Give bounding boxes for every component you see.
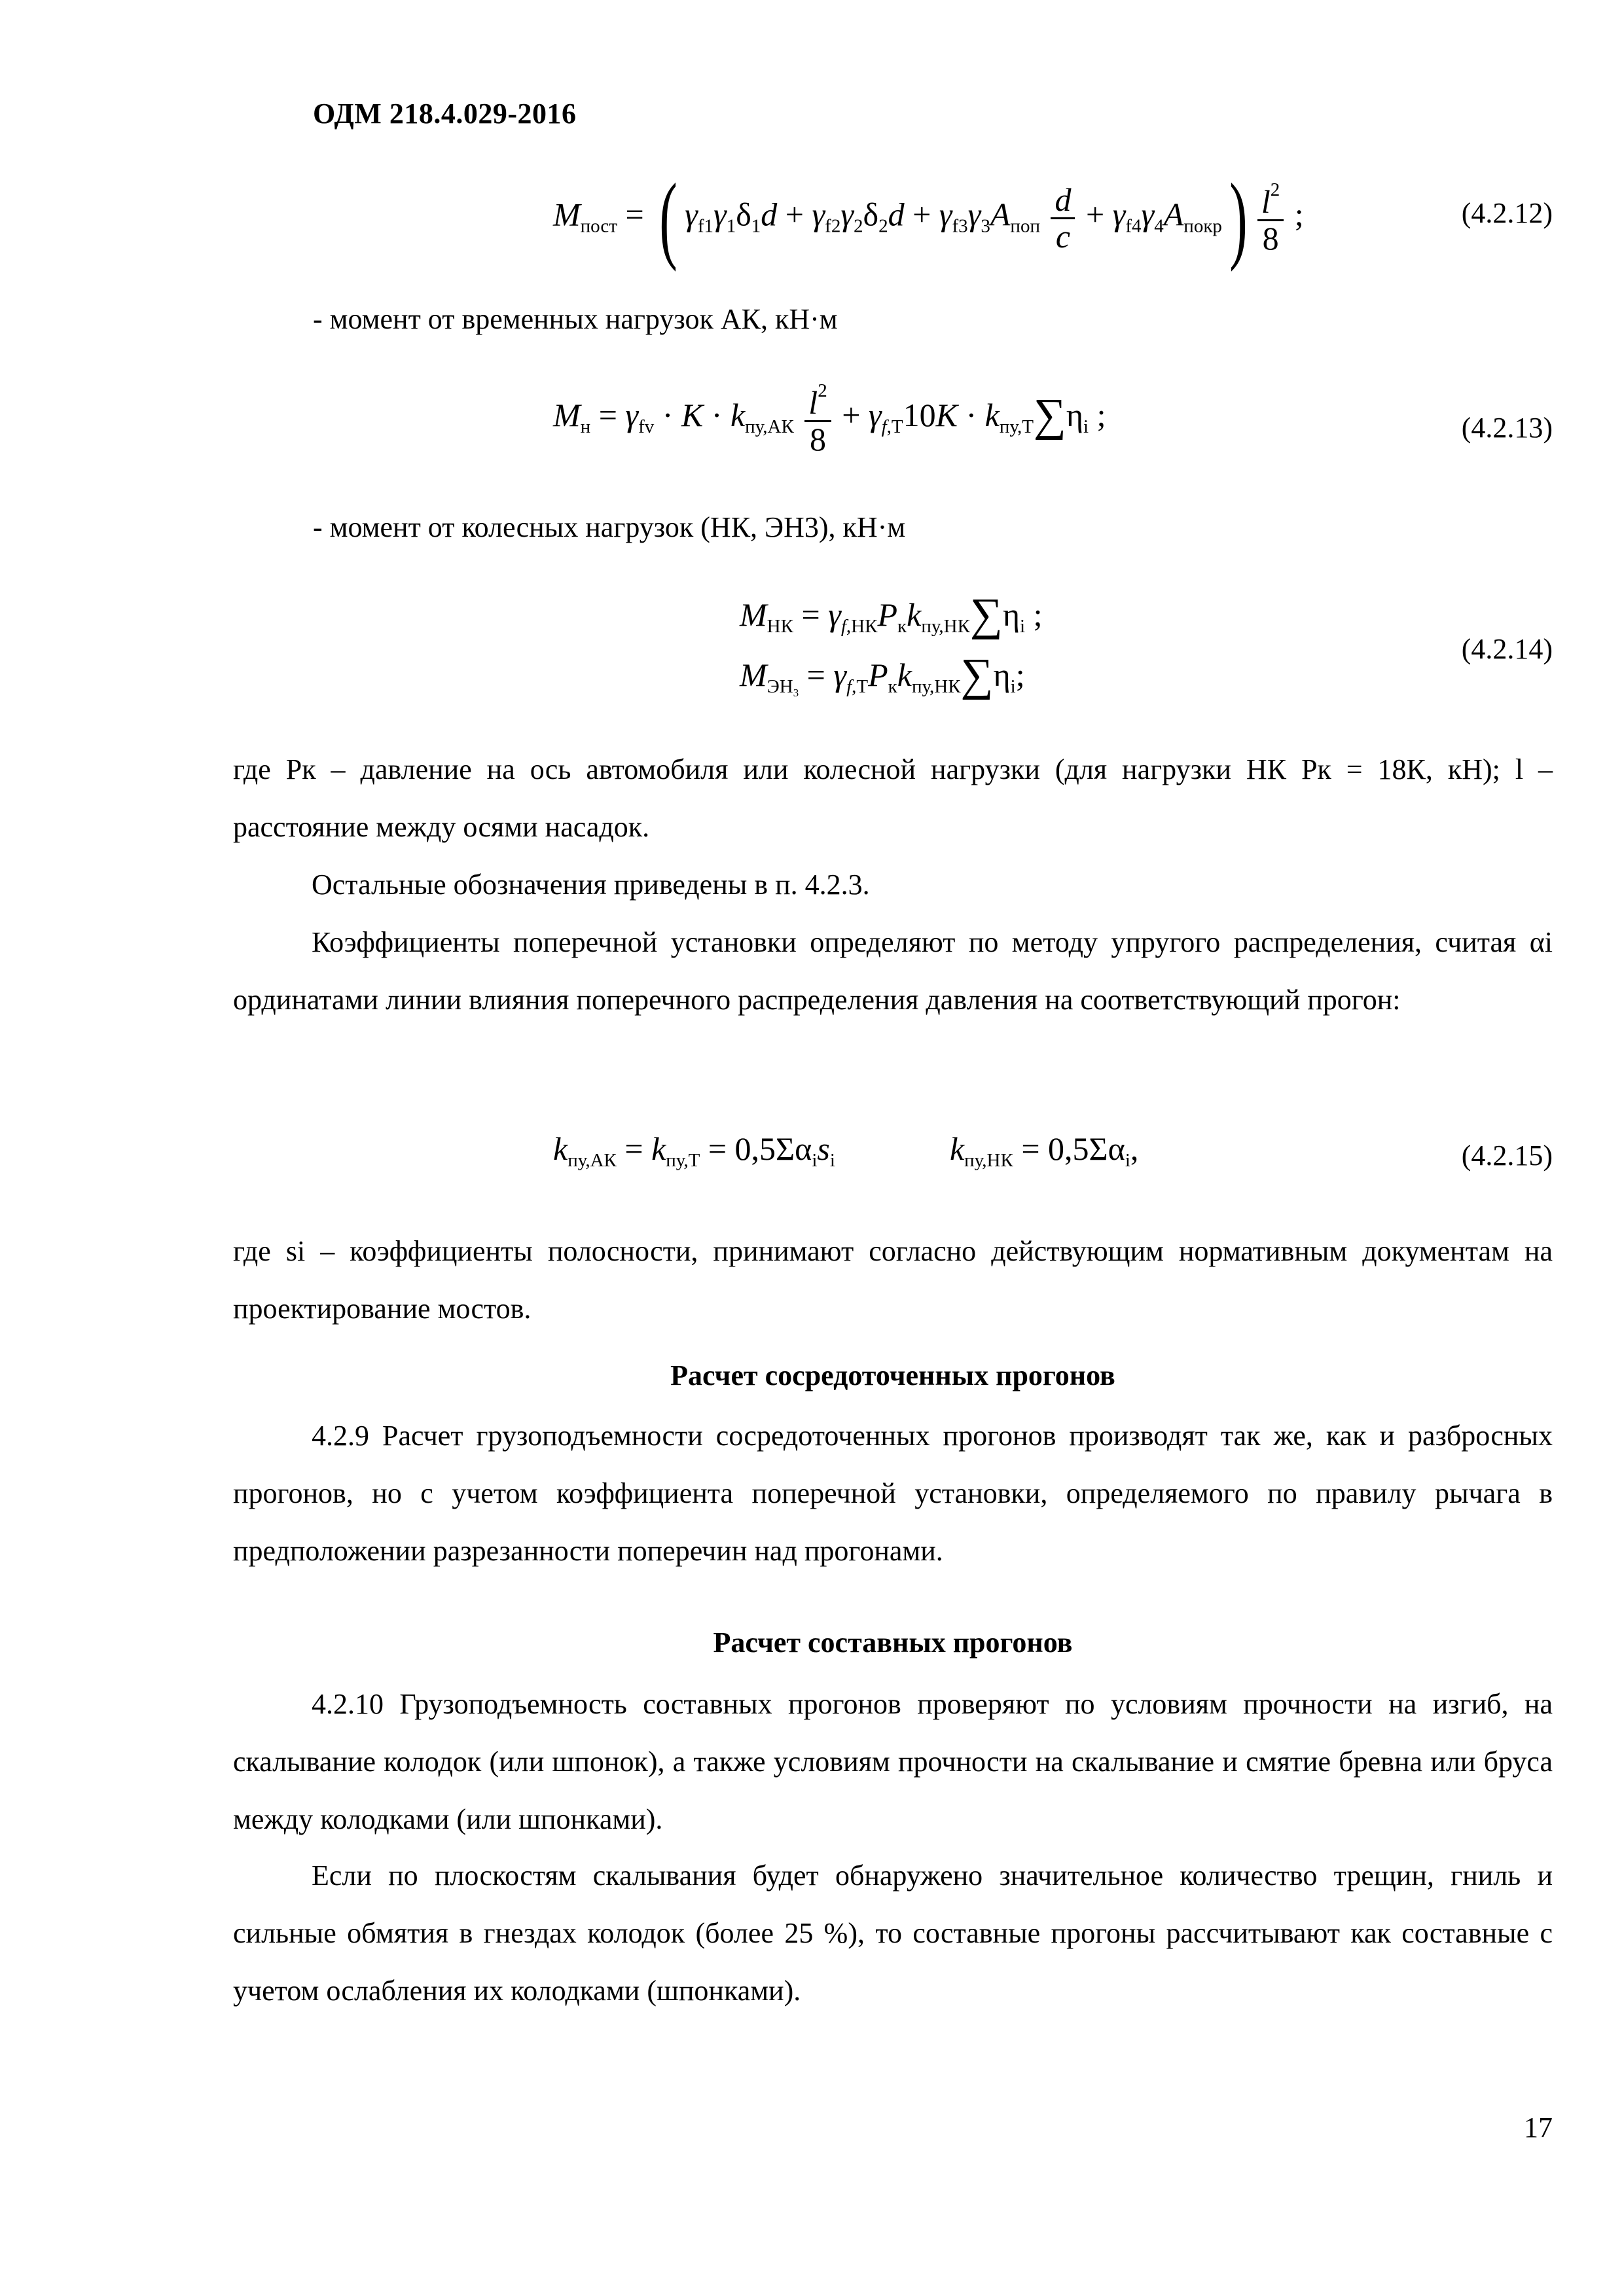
section-heading: Расчет сосредоточенных прогонов xyxy=(670,1359,1115,1391)
paragraph-4-2-9: 4.2.9 Расчет грузоподъемности сосредоточенных прогонов производят так же, как и разбросных прогонов, но с учетом коэффициента поперечной установки, определяемого по правилу рычага в предположении разрезанности поперечин над прогонами. xyxy=(233,1420,1553,1567)
formula-4-2-15: $k_{пу,АК} = k_{пу,Т} = 0,5\Sigma\alpha_is_i$ $k_{пу,НК} = 0,5\Sigma\alpha_i$, xyxy=(553,1130,1139,1172)
load-item-nk: - момент от колесных нагрузок (НК, ЭН3), кН·м xyxy=(313,511,906,543)
paragraph-pk-definition: где Pк – давление на ось автомобиля или колесной нагрузки (для нагрузки НК Pк = 18К, кН); l – расстояние между осями насадок. xyxy=(233,753,1553,843)
section-heading: Расчет составных прогонов xyxy=(713,1626,1073,1659)
formula-4-2-14-nk: $M_{НК} = \gamma_{f,НК}P_кk_{пу,НК}\sum\eta_i$ ; xyxy=(740,590,1043,640)
page-number: 17 xyxy=(1524,2111,1553,2144)
equation-number: (4.2.12) xyxy=(1461,197,1553,229)
paragraph-cracks: Если по плоскостям скалывания будет обнаружено значительное количество трещин, гниль и сильные обмятия в гнездах колодок (более 25 %), то составные прогоны рассчитывают как составные с учетом ослабления их колодками (шпонками). xyxy=(233,1859,1553,2007)
formula-4-2-13: $M_н = \gamma_{fv} \cdot K \cdot k_{пу,АК}$ $\frac{l^2}{8}$ + $\gamma_{f,Т}10K \cdot k_{пу,Т}\sum\eta_i$ ; xyxy=(553,380,1106,457)
equation-number: (4.2.15) xyxy=(1461,1139,1553,1172)
formula-4-2-12: $M_{пост}$ = ( $\gamma_{f1}\gamma_1\delta_1d + \gamma_{f2}\gamma_2\delta_2d + \gamma_{f3}\gamma_3A_{поп}$ $\frac{d}{c}$ + $\gamma_{f4}\gamma_4A_{покр}$) $\frac{l^2}{8}$ ; xyxy=(553,164,1304,272)
document-code: ОДМ 218.4.029-2016 xyxy=(313,98,577,130)
paragraph-4-2-10: 4.2.10 Грузоподъемность составных прогонов проверяют по условиям прочности на изгиб, на скалывание колодок (или шпонок), а также условиям прочности на скалывание и смятие бревна или бруса между колодками (или шпонками). xyxy=(233,1688,1553,1835)
paragraph-coefficients: Коэффициенты поперечной установки определяют по методу упругого распределения, считая αi ординатами линии влияния поперечного распределения давления на соответствующий прогон: xyxy=(233,926,1553,1016)
paragraph-si-definition: где si – коэффициенты полосности, принимают согласно действующим нормативным документам на проектирование мостов. xyxy=(233,1235,1553,1325)
formula-4-2-14-eh: $M_{ЭН_3} = \gamma_{f,Т}P_кk_{пу,НК}\sum\eta_i$; xyxy=(740,650,1025,700)
equation-number: (4.2.13) xyxy=(1461,412,1553,444)
equation-number: (4.2.14) xyxy=(1461,633,1553,665)
paragraph-notation: Остальные обозначения приведены в п. 4.2.3. xyxy=(312,869,870,901)
load-item-ak: - момент от временных нагрузок АК, кН·м xyxy=(313,303,838,335)
